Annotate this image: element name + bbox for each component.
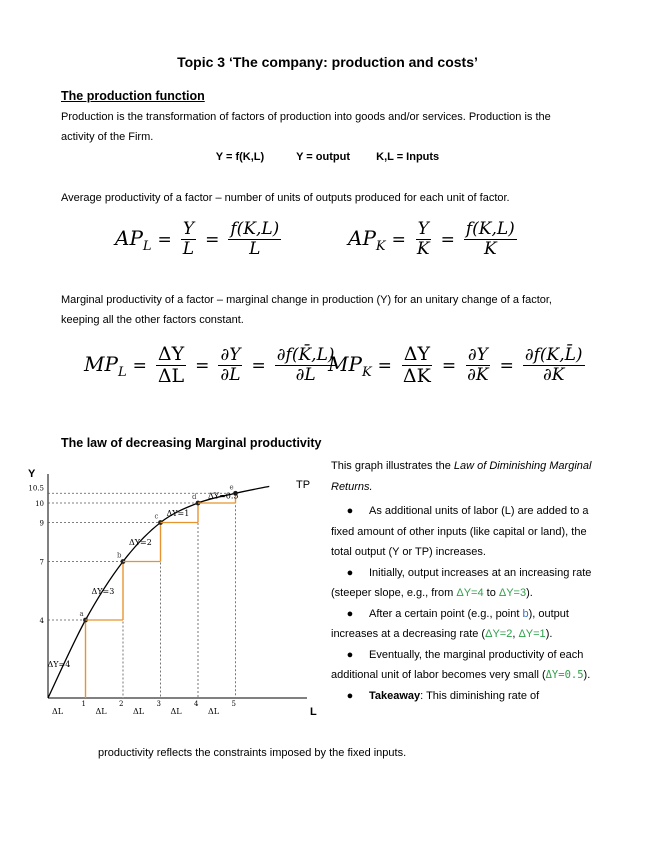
mpk-pf: ∂f(K,L̄) [524, 345, 583, 366]
y-tick-10: 10 [35, 500, 44, 508]
page-title: Topic 3 ‘The company: production and costs’ [177, 54, 478, 70]
delta-y-label-2: ΔY=3 [91, 586, 115, 596]
mpl-label: MP [84, 351, 118, 376]
apl-f-num: f(K,L) [230, 219, 280, 239]
mpl-py: ∂Y [220, 345, 241, 366]
y-tick-10.5: 10.5 [28, 484, 44, 493]
delta-y-label-4: ΔY=1 [166, 508, 190, 518]
mpk-formula: $MP_K$ = $\frac{\Delta Y}{\Delta K}$ = $\frac{\partial Y}{\partial K}$ = $\frac{\partial f(K,L̄)}{\partial K}$ [328, 343, 583, 387]
eq-output: Y = output [296, 151, 350, 163]
apk-den: K [416, 238, 430, 259]
apk-num: Y [417, 219, 429, 239]
apk-f-num: f(K,L) [465, 219, 515, 239]
bullet-2-text-c: ). [526, 587, 533, 599]
point-label-c: c [154, 512, 159, 521]
apk-sub: K [375, 238, 386, 254]
point-label-d: d [192, 493, 197, 501]
delta-x-label-5: ΔL [208, 707, 220, 716]
apl-formula: $AP_L$ = $\frac{Y}{L}$ = $\frac{f(K,L)}{L}$ [115, 219, 280, 259]
apl-num: Y [182, 219, 195, 239]
bullet-5-line2: productivity reflects the constraints imposed by the fixed inputs. [98, 747, 407, 759]
x-tick-5: 5 [231, 700, 236, 708]
mpl-sub: L [117, 364, 127, 380]
tp-label: TP [296, 479, 311, 491]
apl-f-den: L [249, 238, 261, 259]
tp-curve [48, 486, 269, 698]
y-tick-4: 4 [39, 617, 44, 625]
mpl-formula: $MP_L$ = $\frac{\Delta Y}{\Delta L}$ = $\frac{\partial Y}{\partial L}$ = $\frac{\partial f(K̄,L)}{\partial L}$ [84, 343, 335, 387]
apk-label: AP [348, 225, 376, 250]
bullet-4-text-a: Eventually, the marginal productivity of each additional unit of labor becomes very small ( [331, 648, 584, 681]
bullet-3-text-d: ). [545, 628, 553, 640]
bullet-2: ● Initially, output increases at an increasing rate (steeper slope, e.g., from ΔY=4 to ΔY=3). [331, 566, 592, 599]
point-label-b: b [117, 551, 122, 560]
bullet-3: ● After a certain point (e.g., point b), output increases at a decreasing rate (ΔY=2, ΔY=1). [331, 607, 569, 640]
mpk-label: MP [328, 351, 362, 376]
eq-main: Y = f(K,L) [215, 151, 265, 163]
delta-y-label-3: ΔY=2 [129, 538, 152, 547]
point-label-e: e [229, 483, 234, 492]
bullet-5: ● Takeaway: This diminishing rate of [346, 689, 540, 702]
mpk-dk: ΔK [402, 364, 431, 387]
law-heading: The law of decreasing Marginal productivity [61, 436, 322, 450]
eq-inputs: K,L = Inputs [376, 151, 440, 163]
bullet-4-dy05: ΔY=0.5 [545, 669, 584, 681]
y-tick-9: 9 [39, 519, 44, 528]
bullet-2-dy4: ΔY=4 [456, 587, 484, 599]
apl-label: AP [115, 225, 143, 250]
mpk-sub: K [361, 364, 372, 380]
production-para-line2: activity of the Firm. [61, 131, 154, 143]
x-tick-3: 3 [156, 700, 161, 708]
mpl-dl: ΔL [157, 364, 185, 387]
bullet-1: ● As additional units of labor (L) are added to a fixed amount of other inputs (like capital or land), the total output (Y or TP) increases. [331, 505, 589, 558]
delta-y-label-5: ΔY=0.5 [208, 491, 239, 501]
y-tick-7: 7 [39, 558, 44, 567]
point-label-a: a [79, 610, 84, 618]
bullet-5-text: : This diminishing rate of [420, 689, 540, 702]
bullet-3-point: b [522, 607, 529, 620]
delta-x-label-4: ΔL [170, 707, 182, 716]
mpk-py: ∂Y [467, 345, 488, 366]
bullet-3-dy1: ΔY=1 [518, 628, 546, 640]
bullet-3-text-b: ), output increases at a decreasing rate ( [331, 607, 569, 640]
delta-x-label-2: ΔL [95, 707, 107, 716]
bullet-4: ● Eventually, the marginal productivity of each additional unit of labor becomes very small (ΔY=0.5). [331, 648, 591, 681]
mpl-dy: ΔY [157, 343, 185, 365]
production-equation [0, 151, 655, 163]
mpk-dy: ΔY [403, 343, 430, 365]
apk-f-den: K [483, 238, 497, 259]
y-axis-label: Y [28, 468, 36, 480]
total-product-chart [22, 460, 330, 722]
x-tick-2: 2 [119, 700, 124, 708]
apl-sub: L [142, 238, 152, 254]
production-heading: The production function [61, 89, 205, 103]
bullet-3-text-a: After a certain point (e.g., point [369, 607, 523, 620]
law-intro [331, 456, 601, 497]
delta-y-label-1: ΔY=4 [47, 660, 71, 669]
law-intro-text: This graph illustrates the [331, 460, 454, 472]
mpk-pk: ∂K [467, 364, 489, 385]
average-productivity-definition: Average productivity of a factor – number of units of outputs produced for each unit of factor. [61, 192, 510, 204]
x-tick-1: 1 [81, 700, 86, 708]
mpl-pf-den: ∂L [295, 364, 316, 385]
x-tick-4: 4 [194, 700, 199, 708]
apk-formula: $AP_K$ = $\frac{Y}{K}$ = $\frac{f(K,L)}{K}$ [348, 219, 515, 259]
production-para-line1: Production is the transformation of factors of production into goods and/or services. Production is the [61, 111, 551, 123]
x-axis-label: L [310, 706, 317, 718]
mpl-pl: ∂L [220, 364, 241, 385]
mpk-pf-den: ∂K [542, 364, 565, 385]
bullet-1-text: As additional units of labor (L) are added to a fixed amount of other inputs (like capital or land), the total output (Y or TP) increases. [331, 505, 589, 558]
marginal-productivity-definition-line1: Marginal productivity of a factor – marginal change in production (Y) for an unitary change of a factor, [61, 294, 552, 306]
apl-den: L [182, 238, 195, 259]
bullet-4-text-b: ). [583, 669, 591, 681]
law-explanation [331, 456, 601, 706]
bullet-2-dy3: ΔY=3 [498, 587, 527, 599]
bullet-2-text-b: to [483, 587, 499, 599]
bullet-2-text-a: Initially, output increases at an increasing rate (steeper slope, e.g., from [331, 566, 592, 599]
mpl-pf: ∂f(K̄,L) [276, 345, 335, 366]
law-intro-italic: Law of Diminishing Marginal Returns. [331, 460, 592, 493]
bullet-3-dy2: ΔY=2 [485, 628, 513, 640]
delta-x-label-1: ΔL [52, 707, 64, 716]
bullet-3-text-c: , [512, 628, 519, 640]
marginal-productivity-definition-line2: keeping all the other factors constant. [61, 314, 244, 326]
bullet-5-bold: Takeaway [369, 689, 421, 702]
delta-x-label-3: ΔL [133, 707, 145, 716]
